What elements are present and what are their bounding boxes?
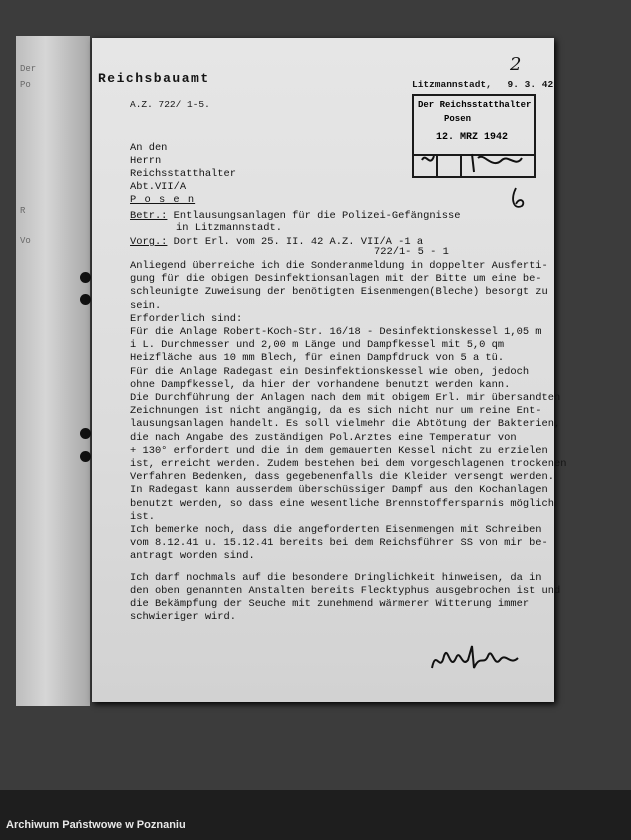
letter-body <box>130 260 566 624</box>
body-line: ist, erreicht werden. Zudem bestehen bei dem vorgeschlagenen trockenen <box>130 458 567 471</box>
body-line: In Radegast kann ausserdem überschüssiger Dampf aus den Kochanlagen <box>130 484 548 497</box>
recipient-line: Abt.VII/A <box>130 181 187 193</box>
letter-place-date <box>412 78 553 91</box>
body-line: sein. <box>130 299 162 312</box>
reference-number: 722/1- 5 - 1 <box>374 246 449 258</box>
body-line: gung für die obigen Desinfektionsanlagen mit der Bitte um eine be- <box>130 273 542 286</box>
recipient-line: Reichsstatthalter <box>130 168 237 180</box>
body-line <box>130 564 566 572</box>
body-line: den oben genannten Anstalten bereits Flecktyphus ausgebrochen ist und <box>130 584 561 597</box>
letter-city: Litzmannstadt, <box>412 79 492 90</box>
body-line: benutzt werden, so dass eine wesentliche Brennstoffersparnis möglich <box>130 497 555 510</box>
reference-text: Dort Erl. vom 25. II. 42 A.Z. VII/A -1 a <box>173 236 424 248</box>
body-line: schleunigte Zuweisung der benötigten Eisenmengen(Bleche) besorgt zu <box>130 286 548 299</box>
body-line: Heizfläche aus 10 mm Blech, für einen Dampfdruck von 5 a tü. <box>130 352 505 365</box>
stamp-date: 12. MRZ 1942 <box>436 132 509 143</box>
office-name: Reichsbauamt <box>98 71 210 86</box>
file-reference: A.Z. 722/ 1-5. <box>130 99 210 110</box>
body-line: antragt worden sind. <box>130 550 255 563</box>
body-line: die Bekämpfung der Seuche mit zunehmend wärmerer Witterung immer <box>130 598 530 611</box>
recipient-line: An den <box>130 142 168 154</box>
body-line: Ich darf nochmals auf die besondere Dringlichkeit hinweisen, da in <box>130 571 542 584</box>
body-line: vom 8.12.41 u. 15.12.41 bereits bei dem Reichsführer SS von mir be- <box>130 537 548 550</box>
body-line: Die Durchführung der Anlagen nach dem mit obigem Erl. mir übersandten <box>130 392 561 405</box>
adjacent-page-strip: Der Po R Vo <box>16 36 90 706</box>
body-line: Zeichnungen ist nicht angängig, da es sich nicht nur um reine Ent- <box>130 405 542 418</box>
body-line: Anliegend überreiche ich die Sonderanmeldung in doppelter Ausferti- <box>130 260 548 272</box>
letter-date: 9. 3. 42 <box>507 79 554 90</box>
stamp-city: Posen <box>444 114 472 124</box>
body-line: lausungsanlagen handelt. Es soll vielmehr die Abtötung der Bakterien, <box>130 418 561 431</box>
recipient-address <box>130 142 236 207</box>
body-line: ohne Dampfkessel, da hier der vorhandene benutzt werden kann. <box>130 378 511 391</box>
body-line: Ich bemerke noch, dass die angeforderten Eisenmengen mit Schreiben <box>130 524 542 537</box>
body-line: Für die Anlage Robert-Koch-Str. 16/18 - Desinfektionskessel 1,05 m <box>130 326 542 339</box>
recipient-line: P o s e n <box>130 194 196 206</box>
body-line: Verfahren Bedenken, dass gegebenenfalls die Kleider versengt werden. <box>130 471 555 484</box>
subject-line: Entlausungsanlagen für die Polizei-Gefängnisse <box>173 210 461 222</box>
body-line: Erforderlich sind: <box>130 312 243 325</box>
handwritten-signature <box>428 638 524 682</box>
body-line: schwieriger wird. <box>130 611 237 624</box>
body-line: i L. Durchmesser und 2,00 m Länge und Dampfkessel mit 5,0 qm <box>130 339 505 352</box>
subject-label: Betr.: <box>130 210 168 222</box>
body-line: die nach Angabe des zuständigen Pol.Arztes eine Temperatur von <box>130 431 517 444</box>
body-line: + 130° erfordert und die in dem gemauerten Kessel nicht zu erzielen <box>130 444 548 457</box>
reference-label: Vorg.: <box>130 236 168 248</box>
handwritten-marks <box>412 148 532 228</box>
archive-watermark: Archiwum Państwowe w Poznaniu <box>6 819 186 831</box>
letter-page <box>92 38 567 702</box>
stamp-office: Der Reichsstatthalter <box>418 100 532 110</box>
body-line: ist. <box>130 510 155 523</box>
page-number: 2 <box>510 54 522 75</box>
body-line: Für die Anlage Radegast ein Desinfektionskessel wie oben, jedoch <box>130 365 530 378</box>
recipient-line: Herrn <box>130 155 162 167</box>
subject-line: in Litzmannstadt. <box>176 222 283 234</box>
